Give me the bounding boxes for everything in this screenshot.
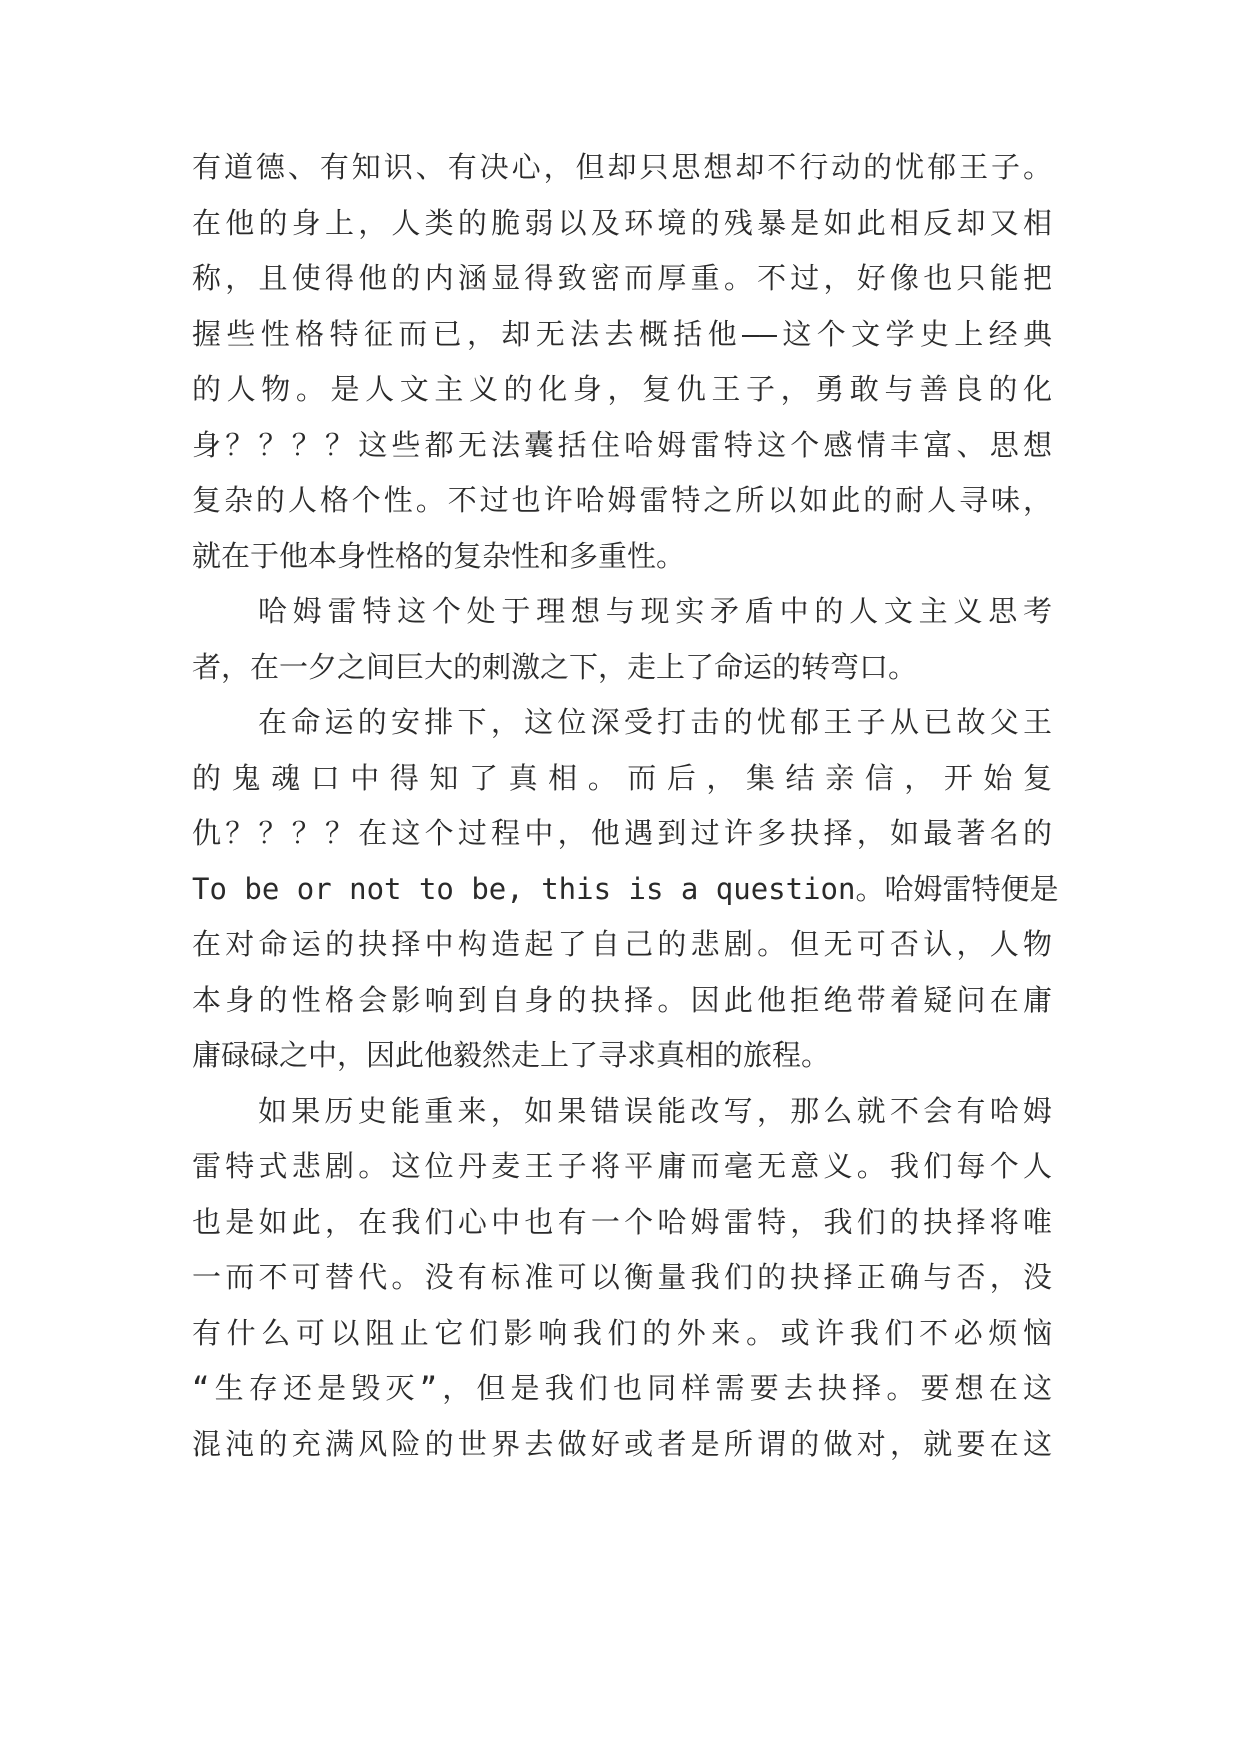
text-line: 在他的身上，人类的脆弱以及环境的残暴是如此相反却又相 — [192, 205, 1052, 240]
text-line: 庸碌碌之中，因此他毅然走上了寻求真相的旅程。 — [192, 1038, 831, 1072]
text-line: 者，在一夕之间巨大的刺激之下，走上了命运的转弯口。 — [192, 649, 918, 684]
text-line: 在对命运的抉择中构造起了自己的悲剧。但无可否认，人物 — [192, 927, 1052, 961]
text-line: 在命运的安排下，这位深受打击的忧郁王子从已故父王 — [258, 705, 1052, 739]
text-line: 复杂的人格个性。不过也许哈姆雷特之所以如此的耐人寻味， — [192, 483, 1052, 517]
text-line: 的人物。是人文主义的化身，复仇王子，勇敢与善良的化 — [192, 372, 1052, 406]
text-line: 称，且使得他的内涵显得致密而厚重。不过，好像也只能把 — [192, 261, 1052, 295]
text-line: 混沌的充满风险的世界去做好或者是所谓的做对，就要在这 — [192, 1426, 1052, 1461]
text-line: 本身的性格会影响到自身的抉择。因此他拒绝带着疑问在庸 — [192, 982, 1052, 1017]
text-line: 哈姆雷特这个处于理想与现实矛盾中的人文主义思考 — [258, 594, 1052, 628]
text-line: 的鬼魂口中得知了真相。而后，集结亲信，开始复 — [192, 760, 1052, 795]
text-line: 就在于他本身性格的复杂性和多重性。 — [192, 538, 686, 573]
text-line: 身？？？？这些都无法囊括住哈姆雷特这个感情丰富、思想 — [192, 427, 1052, 462]
text-line: To be or not to be, this is a question。哈姆雷特便是 — [192, 871, 1059, 906]
text-line: 雷特式悲剧。这位丹麦王子将平庸而毫无意义。我们每个人 — [192, 1149, 1052, 1183]
body-text — [192, 140, 1059, 1472]
text-line: 也是如此，在我们心中也有一个哈姆雷特，我们的抉择将唯 — [192, 1204, 1052, 1239]
text-line: 一而不可替代。没有标准可以衡量我们的抉择正确与否，没 — [192, 1260, 1052, 1294]
text-line: 握些性格特征而已，却无法去概括他——这个文学史上经典 — [192, 316, 1052, 351]
text-line: “生存还是毁灭”，但是我们也同样需要去抉择。要想在这 — [192, 1371, 1052, 1405]
text-line: 仇？？？？在这个过程中，他遇到过许多抉择，如最著名的 — [192, 816, 1052, 850]
text-line: 如果历史能重来，如果错误能改写，那么就不会有哈姆 — [258, 1093, 1052, 1128]
text-line: 有道德、有知识、有决心，但却只思想却不行动的忧郁王子。 — [192, 150, 1052, 184]
text-line: 有什么可以阻止它们影响我们的外来。或许我们不必烦恼 — [192, 1315, 1052, 1350]
